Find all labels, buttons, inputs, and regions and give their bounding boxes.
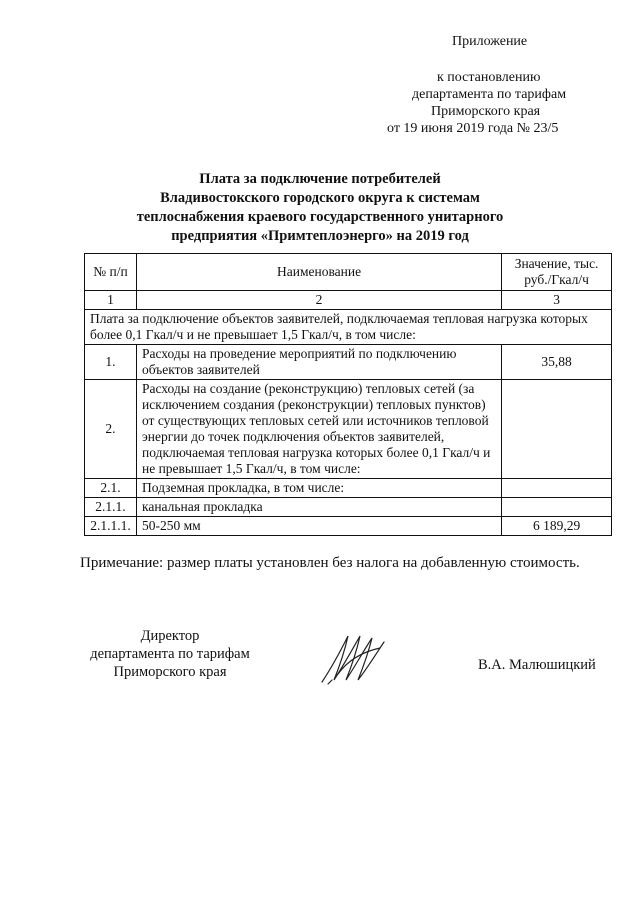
table-row [85,498,612,517]
table-row [85,345,612,380]
row-num: 2.1.1. [85,498,137,517]
signatory-name: В.А. Малюшицкий [478,657,596,673]
table-row [85,517,612,536]
row-value: 35,88 [502,345,612,380]
document-title [60,170,580,246]
row-num: 1. [85,345,137,380]
index-cell: 2 [136,291,501,310]
decree-line-1: к постановлению [437,70,541,85]
decree-line-3: Приморского края [431,104,541,119]
title-line-4: предприятия «Примтеплоэнерго» на 2019 год [171,228,469,244]
position-line-3: Приморского края [113,664,227,680]
row-value: 6 189,29 [502,517,612,536]
header-name: Наименование [136,254,501,291]
header-num: № п/п [85,254,137,291]
table-row [85,479,612,498]
table-header-row [85,254,612,291]
signatory-position [80,627,260,681]
row-num: 2.1.1.1. [85,517,137,536]
tariff-table [84,253,612,536]
title-line-2: Владивостокского городского округа к системам [160,190,480,206]
header-value: Значение, тыс. руб./Гкал/ч [502,254,612,291]
index-row [85,291,612,310]
row-value [502,479,612,498]
title-line-3: теплоснабжения краевого государственного унитарного [136,209,504,225]
row-name: Подземная прокладка, в том числе: [136,479,501,498]
row-value [502,498,612,517]
row-name: Расходы на создание (реконструкцию) тепловых сетей (за исключением создания (реконструкции) тепловых пунктов) от существующих тепловых сетей или источников тепловой энергии до точек подключения объектов заявителей, подключаемая тепловая нагрузка которых более 0,1 Гкал/ч и не превышает 1,5 Гкал/ч, в том числе: [136,380,501,479]
decree-date: от 19 июня 2019 года № 23/5 [387,121,559,136]
section-row [85,310,612,345]
row-num: 2.1. [85,479,137,498]
row-name: канальная прокладка [136,498,501,517]
row-name: 50-250 мм [136,517,501,536]
decree-line-2: департамента по тарифам [412,87,567,102]
row-value [502,380,612,479]
row-name: Расходы на проведение мероприятий по подключению объектов заявителей [136,345,501,380]
row-num: 2. [85,380,137,479]
handwritten-signature [318,630,390,688]
note-text: Примечание: размер платы установлен без налога на добавленную стоимость. [80,555,580,571]
index-cell: 3 [502,291,612,310]
table-row [85,380,612,479]
index-cell: 1 [85,291,137,310]
position-line-1: Директор [140,628,200,644]
title-line-1: Плата за подключение потребителей [199,171,441,187]
position-line-2: департамента по тарифам [90,646,250,662]
section-text: Плата за подключение объектов заявителей, подключаемая тепловая нагрузка которых более 0,1 Гкал/ч и не превышает 1,5 Гкал/ч, в том числе: [85,310,612,345]
appendix-label: Приложение [452,34,528,49]
